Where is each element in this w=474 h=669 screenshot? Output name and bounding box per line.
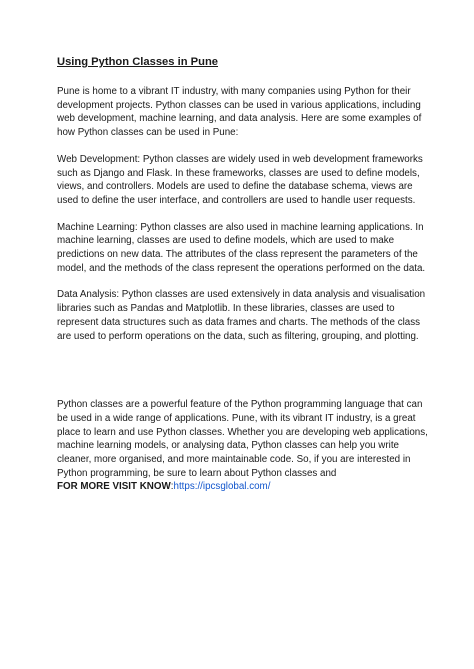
document-title: Using Python Classes in Pune	[57, 56, 219, 68]
website-link[interactable]: https://ipcsglobal.com/	[173, 481, 271, 493]
cta-separator: :	[170, 481, 174, 493]
cta-label: FOR MORE VISIT KNOW	[57, 481, 171, 493]
conclusion-paragraph	[57, 398, 429, 494]
conclusion-text: Python classes are a powerful feature of the Python programming language that can be used in a wide range of applications. Pune, with its vibrant IT industry, is a great place to learn and use Python classes. Whether you are developing web applications, machine learning models, or analysing data, Python classes can help you write cleaner, more organised, and more maintainable code. So, if you are interested in Python programming, be sure to learn about Python classes and	[57, 399, 428, 479]
document-page	[57, 55, 429, 507]
intro-paragraph: Pune is home to a vibrant IT industry, with many companies using Python for their development projects. Python classes can be used in various applications, including web development, machine learning, and data analysis. Here are some examples of how Python classes can be used in Pune:	[57, 86, 422, 139]
machine-learning-paragraph: Machine Learning: Python classes are also used in machine learning applications. In machine learning, classes are used to define models, which are used to make predictions on new data. The attributes of the class represent the parameters of the model, and the methods of the class represent the operations performed on the data.	[57, 221, 426, 274]
section-gap	[57, 356, 429, 398]
web-development-paragraph: Web Development: Python classes are widely used in web development frameworks such as Django and Flask. In these frameworks, classes are used to define models, views, and controllers. Models are used to define the database schema, views are used to define the user interface, and controllers are used to handle user requests.	[57, 153, 423, 206]
data-analysis-paragraph: Data Analysis: Python classes are used extensively in data analysis and visualisation libraries such as Pandas and Matplotlib. In these libraries, classes are used to represent data structures such as data frames and charts. The methods of the class are used to perform operations on the data, such as filtering, grouping, and plotting.	[57, 289, 426, 342]
